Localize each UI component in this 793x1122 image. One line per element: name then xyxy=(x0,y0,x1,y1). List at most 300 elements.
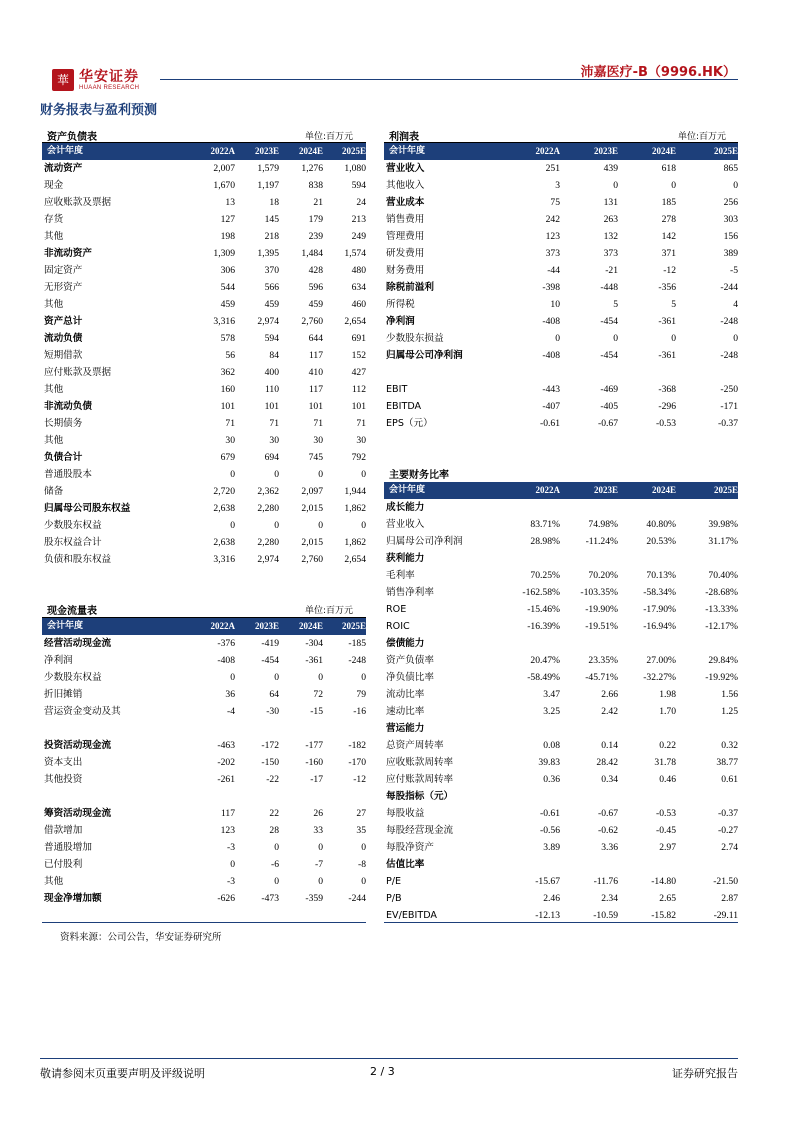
table-cell: 2,974 xyxy=(257,554,279,565)
column-header: 2023E xyxy=(235,618,279,635)
table-cell: 18 xyxy=(269,197,279,208)
table-cell: 634 xyxy=(351,282,366,293)
table-row xyxy=(42,296,366,313)
table-cell: -16.39% xyxy=(527,621,560,632)
column-header: 2024E xyxy=(279,143,323,160)
table-cell: 20.47% xyxy=(530,655,560,666)
table-cell: -170 xyxy=(348,757,366,768)
table-row xyxy=(42,517,366,534)
row-label: 每股经营现金流 xyxy=(386,825,454,836)
table-cell: -5 xyxy=(730,265,738,276)
row-label: 存货 xyxy=(44,214,64,225)
table-cell: -0.53 xyxy=(656,418,676,429)
table-cell: 27.00% xyxy=(646,655,676,666)
table-cell: 0.34 xyxy=(601,774,618,785)
row-label: 速动比率 xyxy=(386,706,425,717)
table-cell: -454 xyxy=(600,316,618,327)
table-cell: -376 xyxy=(217,638,235,649)
table-cell: -405 xyxy=(600,401,618,412)
row-label: 负债合计 xyxy=(44,452,83,463)
row-label: 净利润 xyxy=(386,316,415,327)
row-label: 应收账款及票据 xyxy=(44,197,112,208)
row-label: P/B xyxy=(386,893,402,904)
row-label: 归属母公司净利润 xyxy=(386,350,463,361)
row-label: 估值比率 xyxy=(386,859,425,870)
column-header: 2022A xyxy=(152,618,235,635)
table-cell: -0.56 xyxy=(540,825,560,836)
table-row xyxy=(42,720,366,737)
table-row xyxy=(42,313,366,330)
table-cell: 70.20% xyxy=(588,570,618,581)
table-row xyxy=(384,177,738,194)
row-label: 每股指标（元） xyxy=(386,791,454,802)
table-cell: -30 xyxy=(266,706,279,717)
cash-flow-title: 现金流量表 xyxy=(47,606,97,617)
table-cell: 101 xyxy=(220,401,235,412)
row-label: 每股净资产 xyxy=(386,842,434,853)
table-row xyxy=(384,890,738,907)
table-cell: -15.46% xyxy=(527,604,560,615)
table-cell: 64 xyxy=(269,689,279,700)
balance-sheet-table xyxy=(42,143,366,568)
row-label: 营运资金变动及其 xyxy=(44,706,121,717)
column-header: 2025E xyxy=(676,482,738,499)
row-label: ROE xyxy=(386,604,407,615)
table-cell xyxy=(488,364,560,381)
table-cell: 256 xyxy=(723,197,738,208)
table-row xyxy=(42,534,366,551)
table-cell: 480 xyxy=(351,265,366,276)
table-cell: 40.80% xyxy=(646,519,676,530)
table-cell: 2.74 xyxy=(721,842,738,853)
table-cell: -0.37 xyxy=(718,808,738,819)
table-row xyxy=(384,652,738,669)
row-label: 现金净增加额 xyxy=(44,893,102,904)
table-cell: 28.98% xyxy=(530,536,560,547)
table-cell: 156 xyxy=(723,231,738,242)
table-cell xyxy=(618,550,676,567)
column-header: 2023E xyxy=(560,143,618,160)
column-header: 2024E xyxy=(618,143,676,160)
table-cell: 644 xyxy=(308,333,323,344)
footer-report-type: 证券研究报告 xyxy=(672,1067,738,1080)
table-cell: -419 xyxy=(261,638,279,649)
row-label: 其他收入 xyxy=(386,180,425,191)
row-label: 短期借款 xyxy=(44,350,83,361)
table-cell xyxy=(488,788,560,805)
table-cell: 0 xyxy=(733,180,738,191)
table-cell: -0.67 xyxy=(598,418,618,429)
row-label: 储备 xyxy=(44,486,64,497)
row-label: 资产总计 xyxy=(44,316,83,327)
table-cell: -248 xyxy=(720,316,738,327)
row-label: P/E xyxy=(386,876,402,887)
column-header: 2023E xyxy=(235,143,279,160)
row-label: 借款增加 xyxy=(44,825,83,836)
table-cell: -12.17% xyxy=(705,621,738,632)
table-cell: 0 xyxy=(555,333,560,344)
table-cell: 410 xyxy=(308,367,323,378)
table-cell: 101 xyxy=(264,401,279,412)
table-cell: -626 xyxy=(217,893,235,904)
company-ticker: 沛嘉医疗-B（9996.HK） xyxy=(580,65,736,80)
row-label: 资产负债率 xyxy=(386,655,434,666)
table-cell: 460 xyxy=(351,299,366,310)
table-row xyxy=(384,296,738,313)
table-cell: 33 xyxy=(313,825,323,836)
table-cell: 0 xyxy=(361,672,366,683)
table-cell: -10.59 xyxy=(593,910,618,921)
table-cell xyxy=(676,788,738,805)
row-label: 筹资活动现金流 xyxy=(44,808,112,819)
table-row xyxy=(384,313,738,330)
table-cell: -177 xyxy=(305,740,323,751)
row-label: 净负债比率 xyxy=(386,672,434,683)
table-cell: 0 xyxy=(671,180,676,191)
table-cell: 160 xyxy=(220,384,235,395)
table-row xyxy=(42,177,366,194)
table-cell: 2,760 xyxy=(301,316,323,327)
row-label: 净利润 xyxy=(44,655,73,666)
table-row xyxy=(42,839,366,856)
cash-flow-unit: 单位:百万元 xyxy=(305,606,354,616)
cash-flow-table xyxy=(42,618,366,907)
table-cell: 10 xyxy=(550,299,560,310)
table-cell: 370 xyxy=(264,265,279,276)
table-cell: -356 xyxy=(658,282,676,293)
table-cell: -361 xyxy=(658,316,676,327)
table-row xyxy=(384,550,738,567)
table-row xyxy=(384,703,738,720)
table-cell: -22 xyxy=(266,774,279,785)
table-cell: 459 xyxy=(264,299,279,310)
table-cell xyxy=(152,720,235,737)
row-label: 总资产周转率 xyxy=(386,740,444,751)
column-header: 会计年度 xyxy=(384,143,488,160)
table-cell: 2,097 xyxy=(301,486,323,497)
row-label: 非流动负债 xyxy=(44,401,92,412)
table-cell: 24 xyxy=(356,197,366,208)
table-cell: 2.97 xyxy=(659,842,676,853)
income-statement-title: 利润表 xyxy=(389,132,419,143)
table-cell: 2,007 xyxy=(213,163,235,174)
table-row xyxy=(384,771,738,788)
table-row xyxy=(42,415,366,432)
company-logo xyxy=(52,65,162,95)
table-cell: 745 xyxy=(308,452,323,463)
table-cell: 1,080 xyxy=(344,163,366,174)
row-label: 研发费用 xyxy=(386,248,425,259)
table-cell: 3.36 xyxy=(601,842,618,853)
table-cell: 198 xyxy=(220,231,235,242)
table-cell: 459 xyxy=(308,299,323,310)
table-cell: 2,362 xyxy=(257,486,279,497)
table-cell: 439 xyxy=(603,163,618,174)
table-row xyxy=(384,262,738,279)
table-cell: -473 xyxy=(261,893,279,904)
table-cell: 2,654 xyxy=(344,316,366,327)
row-label: 资本支出 xyxy=(44,757,83,768)
row-label: 少数股东损益 xyxy=(386,333,444,344)
table-cell: 2.66 xyxy=(601,689,618,700)
balance-sheet-title: 资产负债表 xyxy=(47,132,97,143)
row-label: 销售费用 xyxy=(386,214,425,225)
table-cell: -15 xyxy=(310,706,323,717)
table-cell xyxy=(560,550,618,567)
table-cell: -407 xyxy=(542,401,560,412)
table-cell xyxy=(618,364,676,381)
column-header: 会计年度 xyxy=(42,618,152,635)
table-cell: 101 xyxy=(308,401,323,412)
ratios-title: 主要财务比率 xyxy=(389,470,449,481)
table-cell: 30 xyxy=(269,435,279,446)
table-cell: 13 xyxy=(225,197,235,208)
footer-divider xyxy=(40,1058,738,1059)
table-row xyxy=(384,856,738,873)
table-cell: 400 xyxy=(264,367,279,378)
table-cell: -244 xyxy=(720,282,738,293)
column-header: 2023E xyxy=(560,482,618,499)
table-cell: -12 xyxy=(663,265,676,276)
table-header-row xyxy=(42,618,366,635)
table-cell: -32.27% xyxy=(643,672,676,683)
table-cell: -304 xyxy=(305,638,323,649)
row-label: 非流动资产 xyxy=(44,248,92,259)
table-cell: -0.61 xyxy=(540,808,560,819)
table-cell: 117 xyxy=(220,808,235,819)
table-cell: 3 xyxy=(555,180,560,191)
row-label: 股东权益合计 xyxy=(44,537,102,548)
column-header: 2025E xyxy=(676,143,738,160)
table-cell: -361 xyxy=(305,655,323,666)
table-cell: 2,638 xyxy=(213,537,235,548)
table-row xyxy=(384,601,738,618)
table-cell xyxy=(560,635,618,652)
column-header: 2024E xyxy=(279,618,323,635)
table-cell: 1.70 xyxy=(659,706,676,717)
table-cell: -11.76 xyxy=(593,876,618,887)
row-label: 长期债务 xyxy=(44,418,83,429)
table-cell: 218 xyxy=(264,231,279,242)
table-cell: 792 xyxy=(351,452,366,463)
table-cell xyxy=(323,720,366,737)
table-row xyxy=(42,194,366,211)
table-cell: -14.80 xyxy=(651,876,676,887)
table-cell: 117 xyxy=(308,384,323,395)
table-cell: 142 xyxy=(661,231,676,242)
table-cell: 132 xyxy=(603,231,618,242)
table-cell: -448 xyxy=(600,282,618,293)
table-cell xyxy=(676,499,738,516)
table-row xyxy=(384,228,738,245)
table-cell: 427 xyxy=(351,367,366,378)
table-cell: 3,316 xyxy=(213,554,235,565)
row-label: 销售净利率 xyxy=(386,587,434,598)
table-cell: 30 xyxy=(225,435,235,446)
table-cell: 27 xyxy=(356,808,366,819)
row-label: 少数股东权益 xyxy=(44,672,102,683)
table-row xyxy=(384,584,738,601)
table-cell: 2.34 xyxy=(601,893,618,904)
table-cell: 694 xyxy=(264,452,279,463)
table-cell: 2.42 xyxy=(601,706,618,717)
row-label: 营运能力 xyxy=(386,723,425,734)
table-cell: 83.71% xyxy=(530,519,560,530)
table-cell: 127 xyxy=(220,214,235,225)
table-row xyxy=(42,398,366,415)
table-cell xyxy=(676,856,738,873)
table-cell xyxy=(560,788,618,805)
ratios-table xyxy=(384,482,738,924)
table-cell: 691 xyxy=(351,333,366,344)
table-cell: -16.94% xyxy=(643,621,676,632)
table-cell: -361 xyxy=(658,350,676,361)
table-cell: 0.46 xyxy=(659,774,676,785)
table-cell: -172 xyxy=(261,740,279,751)
table-cell: 0 xyxy=(274,876,279,887)
table-cell: 29.84% xyxy=(708,655,738,666)
table-cell: -15.82 xyxy=(651,910,676,921)
table-cell: 2.46 xyxy=(543,893,560,904)
row-label: 其他 xyxy=(44,435,64,446)
table-cell: 544 xyxy=(220,282,235,293)
table-cell: 0.32 xyxy=(721,740,738,751)
table-row xyxy=(42,347,366,364)
table-cell: -296 xyxy=(658,401,676,412)
table-cell: 123 xyxy=(220,825,235,836)
table-cell xyxy=(488,635,560,652)
table-cell: -408 xyxy=(542,350,560,361)
table-cell: 3.89 xyxy=(543,842,560,853)
table-row xyxy=(42,466,366,483)
table-row xyxy=(384,737,738,754)
table-cell: -15.67 xyxy=(535,876,560,887)
table-cell xyxy=(560,720,618,737)
table-cell: 56 xyxy=(225,350,235,361)
table-cell: 123 xyxy=(545,231,560,242)
table-cell: 1,579 xyxy=(257,163,279,174)
row-label: 现金 xyxy=(44,180,64,191)
table-cell xyxy=(618,635,676,652)
row-label: EBIT xyxy=(386,384,408,395)
table-cell: -443 xyxy=(542,384,560,395)
seal-icon: 華 xyxy=(52,69,74,91)
table-cell: 0 xyxy=(274,842,279,853)
table-cell: -19.92% xyxy=(705,672,738,683)
table-cell: 2,280 xyxy=(257,537,279,548)
row-label: EV/EBITDA xyxy=(386,910,437,921)
table-row xyxy=(384,618,738,635)
table-cell: 30 xyxy=(313,435,323,446)
table-cell: 0 xyxy=(318,520,323,531)
table-row xyxy=(42,211,366,228)
table-row xyxy=(384,635,738,652)
table-cell: 39.83 xyxy=(538,757,560,768)
table-cell: 2.65 xyxy=(659,893,676,904)
table-cell: -103.35% xyxy=(580,587,618,598)
row-label: 偿债能力 xyxy=(386,638,425,649)
logo-text: 华安证券 xyxy=(79,69,139,85)
table-cell: 71 xyxy=(313,418,323,429)
table-cell: 185 xyxy=(661,197,676,208)
table-cell: 2,015 xyxy=(301,503,323,514)
table-cell: 39.98% xyxy=(708,519,738,530)
row-label: 负债和股东权益 xyxy=(44,554,112,565)
table-row xyxy=(384,788,738,805)
table-cell: 679 xyxy=(220,452,235,463)
table-cell: 0 xyxy=(230,672,235,683)
column-header: 2022A xyxy=(152,143,235,160)
table-row xyxy=(384,822,738,839)
table-cell: 131 xyxy=(603,197,618,208)
table-cell: -202 xyxy=(217,757,235,768)
table-cell: 1,395 xyxy=(257,248,279,259)
table-cell: -408 xyxy=(217,655,235,666)
table-cell: -250 xyxy=(720,384,738,395)
row-label: 管理费用 xyxy=(386,231,425,242)
table-cell: 1,309 xyxy=(213,248,235,259)
divider xyxy=(384,922,738,923)
table-cell: -160 xyxy=(305,757,323,768)
table-cell: 0 xyxy=(318,469,323,480)
table-row xyxy=(384,516,738,533)
table-cell: 74.98% xyxy=(588,519,618,530)
table-cell: -182 xyxy=(348,740,366,751)
table-row xyxy=(384,279,738,296)
table-row xyxy=(384,686,738,703)
table-cell: 1,862 xyxy=(344,503,366,514)
source-note: 资料来源：公司公告，华安证券研究所 xyxy=(60,932,222,943)
table-cell: -3 xyxy=(227,842,235,853)
table-cell: -11.24% xyxy=(585,536,618,547)
row-label: 成长能力 xyxy=(386,502,425,513)
table-cell: 1,276 xyxy=(301,163,323,174)
table-cell: -454 xyxy=(261,655,279,666)
table-cell: -4 xyxy=(227,706,235,717)
row-label: 其他投资 xyxy=(44,774,83,785)
table-cell: 1,197 xyxy=(257,180,279,191)
table-cell: 0 xyxy=(274,672,279,683)
row-label xyxy=(42,788,152,805)
table-row xyxy=(42,737,366,754)
table-cell: 3,316 xyxy=(213,316,235,327)
table-cell: -454 xyxy=(600,350,618,361)
row-label: 除税前溢利 xyxy=(386,282,434,293)
table-row xyxy=(384,245,738,262)
table-row xyxy=(384,211,738,228)
table-row xyxy=(42,381,366,398)
row-label: 流动负债 xyxy=(44,333,83,344)
table-cell: 0.61 xyxy=(721,774,738,785)
table-cell xyxy=(560,499,618,516)
table-cell: -171 xyxy=(720,401,738,412)
table-cell: 1,484 xyxy=(301,248,323,259)
row-label: 营业成本 xyxy=(386,197,425,208)
table-row xyxy=(42,364,366,381)
row-label: 营业收入 xyxy=(386,163,425,174)
row-label: 归属母公司股东权益 xyxy=(44,503,131,514)
row-label: 归属母公司净利润 xyxy=(386,536,463,547)
row-label: 已付股利 xyxy=(44,859,83,870)
row-label: 应付账款周转率 xyxy=(386,774,454,785)
table-row xyxy=(42,245,366,262)
table-row xyxy=(42,160,366,177)
table-row xyxy=(42,669,366,686)
table-cell: 0 xyxy=(671,333,676,344)
table-cell: -3 xyxy=(227,876,235,887)
table-cell: 3.25 xyxy=(543,706,560,717)
row-label: 获利能力 xyxy=(386,553,425,564)
